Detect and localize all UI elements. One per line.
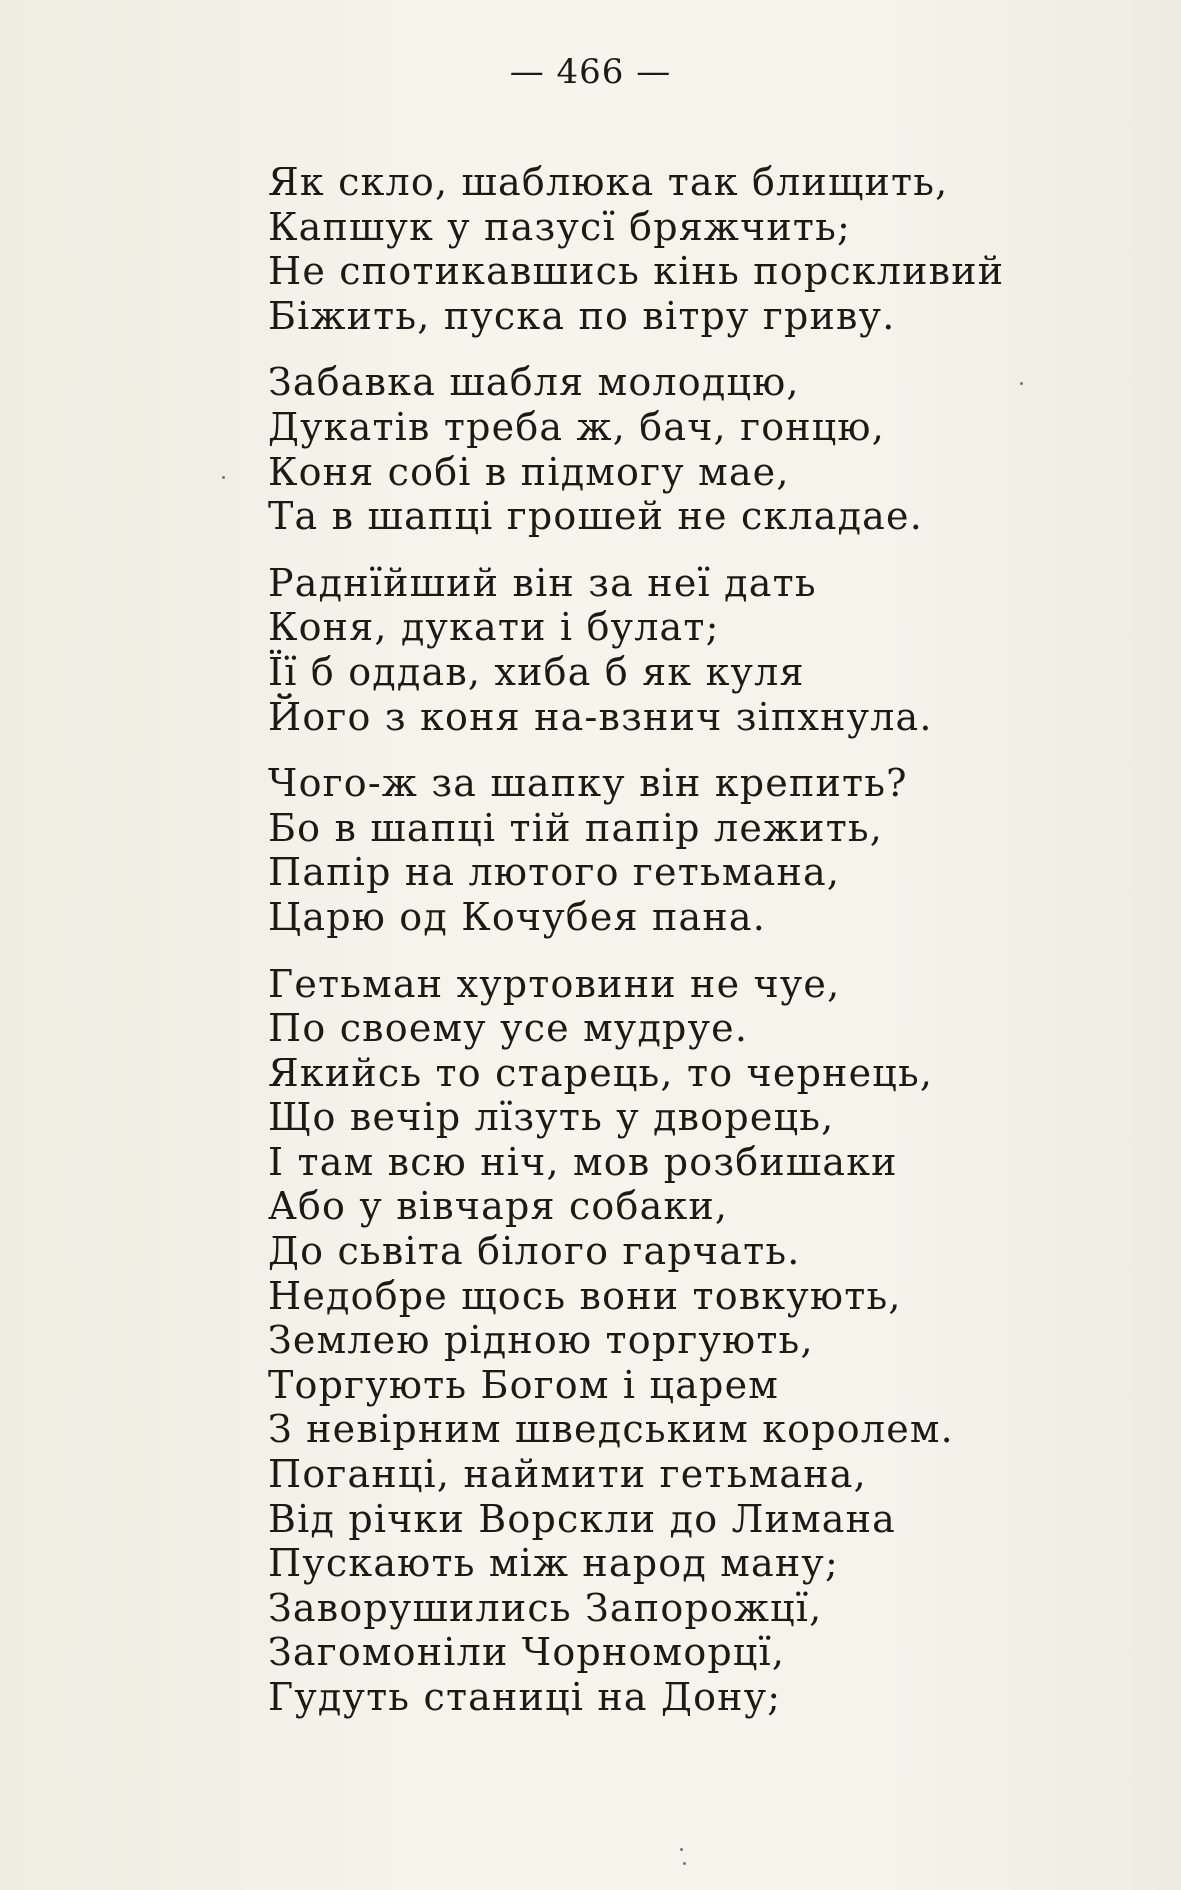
poem-line: Гетьман хуртовини не чуе, [268, 961, 841, 1006]
poem-line: І там всю ніч, мов розбишаки [268, 1139, 898, 1184]
poem-line: Недобре щось вони товкують, [268, 1273, 902, 1318]
poem-line: З невірним шведським королем. [268, 1407, 954, 1452]
poem-line: Коня, дукати і булат; [268, 605, 720, 650]
paper-speck [1020, 382, 1023, 385]
poem-line: Його з коня на-взнич зіпхнула. [268, 694, 933, 739]
poem-line: Капшук у пазусї бряжчить; [268, 204, 852, 249]
poem-line: Бо в шапці тій папір лежить, [268, 805, 884, 850]
poem-line: Землею рідною торгують, [268, 1318, 814, 1363]
poem-line: Якийсь то старець, то чернець, [268, 1050, 934, 1095]
poem-line: Дукатів треба ж, бач, гонцю, [268, 404, 885, 449]
poem-line: Заворушились Запорожцї, [268, 1585, 823, 1630]
poem-line: Царю од Кочубея пана. [268, 894, 767, 939]
poem-line: Не спотикавшись кінь порскливий [268, 249, 1005, 294]
poem-line: Від річки Ворскли до Лимана [268, 1496, 897, 1541]
stanza-1 [268, 160, 1068, 338]
stanza-4 [268, 761, 1068, 939]
poem-line: Що вечір лїзуть у дворець, [268, 1095, 835, 1140]
poem-line: Поганці, наймити гетьмана, [268, 1452, 867, 1497]
poem-line: Загомоніли Чорноморцї, [268, 1630, 786, 1675]
stanza-2 [268, 360, 1068, 538]
poem-line: До сьвіта білого гарчать. [268, 1229, 801, 1274]
poem-line: Пускають між народ ману; [268, 1541, 839, 1586]
poem-line: Торгують Богом і царем [268, 1362, 780, 1407]
stanza-3 [268, 561, 1068, 739]
page-number: — 466 — [509, 52, 672, 92]
poem-line: Гудуть станиці на Дону; [268, 1675, 782, 1719]
poem-text [268, 160, 1068, 1742]
paper-speck [683, 1862, 686, 1865]
poem-line: По своему усе мудруе. [268, 1006, 749, 1051]
poem-line: Та в шапці грошей не складае. [268, 494, 924, 539]
stanza-5 [268, 962, 1068, 1720]
poem-line: Чого-ж за шапку він крепить? [268, 761, 908, 806]
poem-line: Або у вівчаря собаки, [268, 1184, 729, 1229]
poem-line: Коня собі в підмогу мае, [268, 449, 790, 494]
paper-speck [680, 1848, 683, 1851]
poem-line: Раднїйший він за неї дать [268, 560, 817, 605]
poem-line: Папір на лютого гетьмана, [268, 850, 841, 895]
poem-line: Біжить, пуска по вітру гриву. [268, 293, 896, 338]
poem-line: Забавка шабля молодцю, [268, 360, 800, 405]
poem-line: Її б оддав, хиба б як куля [268, 649, 805, 694]
poem-line: Як скло, шаблюка так блищить, [268, 160, 949, 204]
paper-speck [222, 476, 225, 479]
